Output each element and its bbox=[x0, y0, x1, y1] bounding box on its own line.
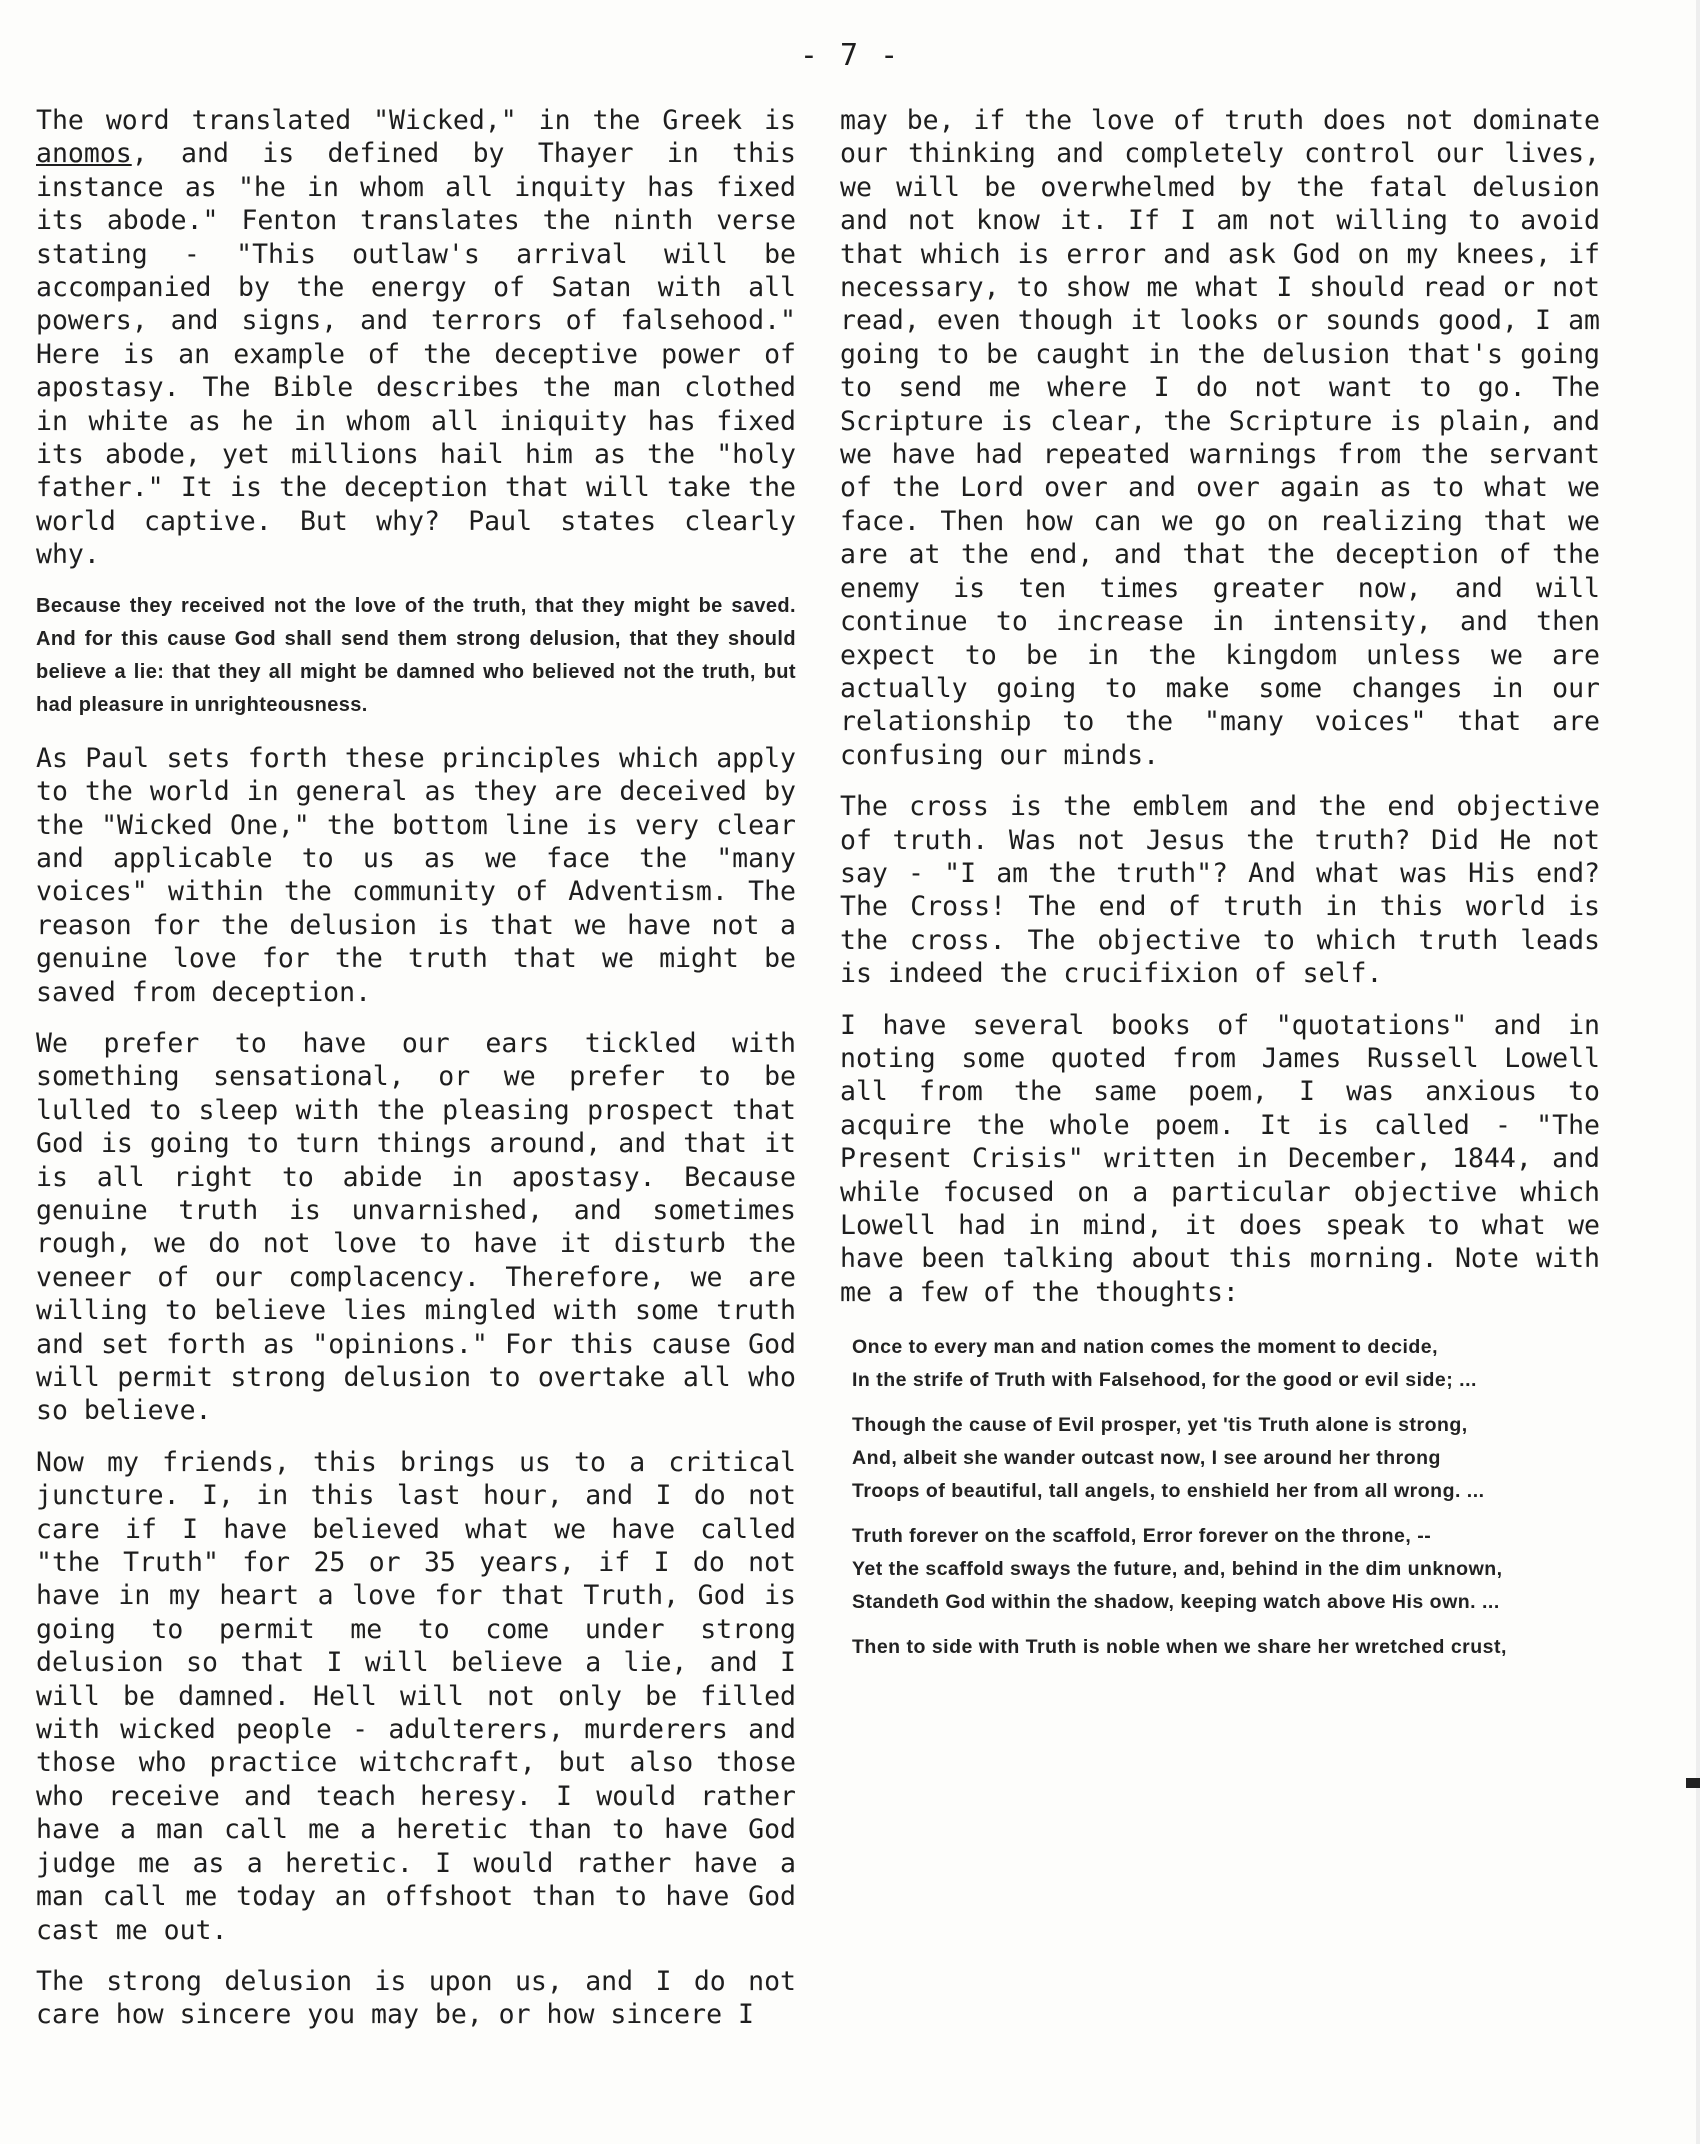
poem-line: Standeth God within the shadow, keeping watch above His own. ... bbox=[852, 1591, 1500, 1614]
poem-line: Truth forever on the scaffold, Error forever on the throne, -- bbox=[852, 1525, 1432, 1548]
poem-line: And, albeit she wander outcast now, I see around her throng bbox=[852, 1447, 1441, 1470]
paragraph-love-of-truth: may be, if the love of truth does not dominate our thinking and completely control our lives, we will be overwhelmed by the fatal delusion and not know it. If I am not willing to avoid that which is error and ask God on my knees, if necessary, to show me what I should read or not read, even though it looks or sounds good, I am going to be caught in the delusion that's going to send me where I do not want to go. The Scripture is clear, the Scripture is plain, and we have had repeated warnings from the servant of the Lord over and over again as to what we face. Then how can we go on realizing that we are at the end, and that the deception of the enemy is ten times greater now, and will continue to increase in intensity, and then expect to be in the kingdom unless we are actually going to make some changes in our relationship to the "many voices" that are confusing our minds. bbox=[840, 105, 1600, 771]
poem-line: Then to side with Truth is noble when we share her wretched crust, bbox=[852, 1636, 1507, 1659]
paragraph-ears-tickled: We prefer to have our ears tickled with something sensational, or we prefer to be lulled to sleep with the pleasing prospect that God is going to turn things around, and that it is all right to abide in apostasy. Because genuine truth is unvarnished, and sometimes rough, we do not love to have it disturb the veneer of our complacency. Therefore, we are willing to believe lies mingled with some truth and set forth as "opinions." For this cause God will permit strong delusion to overtake all who so believe. bbox=[36, 1027, 796, 1427]
paragraph-critical-juncture: Now my friends, this brings us to a critical juncture. I, in this last hour, and I do not care if I have believed what we have called "the Truth" for 25 or 35 years, if I do not have in my heart a love for that Truth, God is going to permit me to come under strong delusion so that I will believe a lie, and I will be damned. Hell will not only be filled with wicked people - adulterers, murderers and those who practice witchcraft, but also those who receive and teach heresy. I would rather have a man call me a heretic than to have God judge me as a heretic. I would rather have a man call me today an offshoot than to have God cast me out. bbox=[36, 1446, 796, 1946]
paragraph-text: The word translated "Wicked," in the Greek is bbox=[36, 105, 796, 136]
poem-stanza bbox=[852, 1520, 1600, 1619]
poem-line: Yet the scaffold sways the future, and, behind in the dim unknown, bbox=[852, 1558, 1503, 1581]
page-edge bbox=[1696, 0, 1700, 2144]
paragraph-cross-emblem: The cross is the emblem and the end objective of truth. Was not Jesus the truth? Did He not say - "I am the truth"? And what was His end? The Cross! The end of truth in this world is the cross. The objective to which truth leads is indeed the crucifixion of self. bbox=[840, 791, 1600, 990]
page-number: - 7 - bbox=[799, 38, 901, 73]
poem-excerpt bbox=[852, 1331, 1600, 1664]
paragraph-wicked-definition bbox=[36, 104, 796, 572]
poem-line: Though the cause of Evil prosper, yet 'tis Truth alone is strong, bbox=[852, 1414, 1468, 1437]
right-column bbox=[840, 104, 1600, 1676]
poem-stanza bbox=[852, 1631, 1600, 1664]
paragraph-quotations: I have several books of "quotations" and in noting some quoted from James Russell Lowell all from the same poem, I was anxious to acquire the whole poem. It is called - "The Present Crisis" written in December, 1844, and while focused on a particular objective which Lowell had in mind, it does speak to what we have been talking about this morning. Note with me a few of the thoughts: bbox=[840, 1009, 1600, 1308]
poem-line: Once to every man and nation comes the moment to decide, bbox=[852, 1336, 1439, 1359]
poem-line: Troops of beautiful, tall angels, to enshield her from all wrong. ... bbox=[852, 1480, 1485, 1503]
paragraph-paul-principles: As Paul sets forth these principles which apply to the world in general as they are deceived by the "Wicked One," the bottom line is very clear and applicable to us as we face the "many voices" within the community of Adventism. The reason for the delusion is that we have not a genuine love for the truth that we might be saved from deception. bbox=[36, 742, 796, 1008]
scripture-quote: Because they received not the love of the truth, that they might be saved. And for this cause God shall send them strong delusion, that they should believe a lie: that they all might be damned who believed not the truth, but had pleasure in unrighteousness. bbox=[36, 594, 796, 716]
paragraph-text: , and is defined by Thayer in this instance as "he in whom all inquity has fixed its abode." Fenton translates the ninth verse stating - "This outlaw's arrival will be accompanied by the energy of Satan with all powers, and signs, and terrors of falsehood." Here is an example of the deceptive power of apostasy. The Bible describes the man clothed in white as he in whom all iniquity has fixed its abode, yet millions hail him as the "holy father." It is the deception that will take the world captive. But why? Paul states clearly why. bbox=[36, 138, 796, 571]
underlined-word: anomos bbox=[36, 138, 132, 170]
left-column bbox=[36, 104, 796, 2050]
paragraph-strong-delusion: The strong delusion is upon us, and I do not care how sincere you may be, or how sincere I bbox=[36, 1965, 796, 2031]
poem-stanza bbox=[852, 1331, 1600, 1397]
poem-line: In the strife of Truth with Falsehood, for the good or evil side; ... bbox=[852, 1369, 1477, 1392]
poem-stanza bbox=[852, 1409, 1600, 1508]
scan-artifact-mark bbox=[1686, 1778, 1700, 1788]
